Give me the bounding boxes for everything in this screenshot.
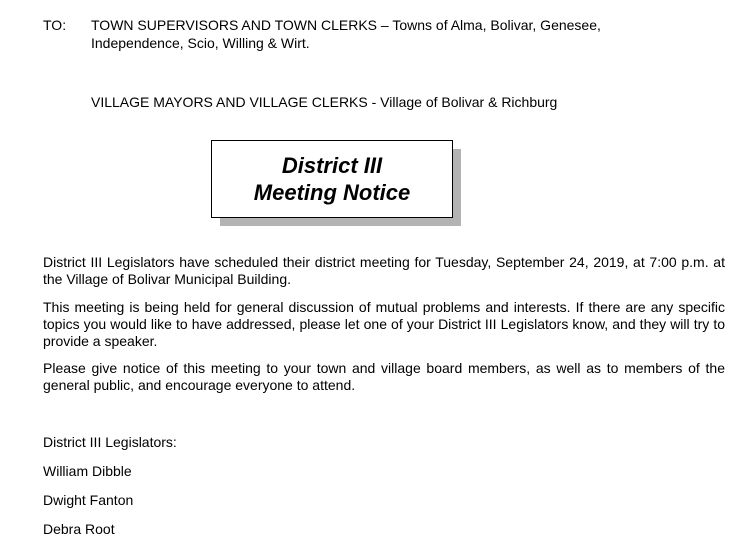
meeting-purpose-paragraph: This meeting is being held for general discussion of mutual problems and interests. If there are any specific topics you would like to have addressed, please let one of your District III Legislators know, and they will try to provide a speaker. [43,299,725,349]
to-label: TO: [43,17,67,33]
legislators-heading: District III Legislators: [43,434,177,450]
notice-title-line-1: District III [281,153,383,178]
meeting-schedule-paragraph: District III Legislators have scheduled their district meeting for Tuesday, September 24, 2019, at 7:00 p.m. at the Village of Bolivar Municipal Building. [43,254,725,287]
recipients-line-2: Independence, Scio, Willing & Wirt. [91,35,310,51]
notice-title-line-2: Meeting Notice [253,180,411,205]
notice-request-paragraph: Please give notice of this meeting to your town and village board members, as well as to members of the general public, and encourage everyone to attend. [43,360,725,393]
legislator-name: Dwight Fanton [43,492,134,508]
recipients-line-1: TOWN SUPERVISORS AND TOWN CLERKS – Towns of Alma, Bolivar, Genesee, [91,17,601,33]
legislator-name: William Dibble [43,463,132,479]
village-recipients-line: VILLAGE MAYORS AND VILLAGE CLERKS - Village of Bolivar & Richburg [91,94,558,110]
meeting-notice-box [211,140,453,218]
legislator-name: Debra Root [43,521,115,537]
